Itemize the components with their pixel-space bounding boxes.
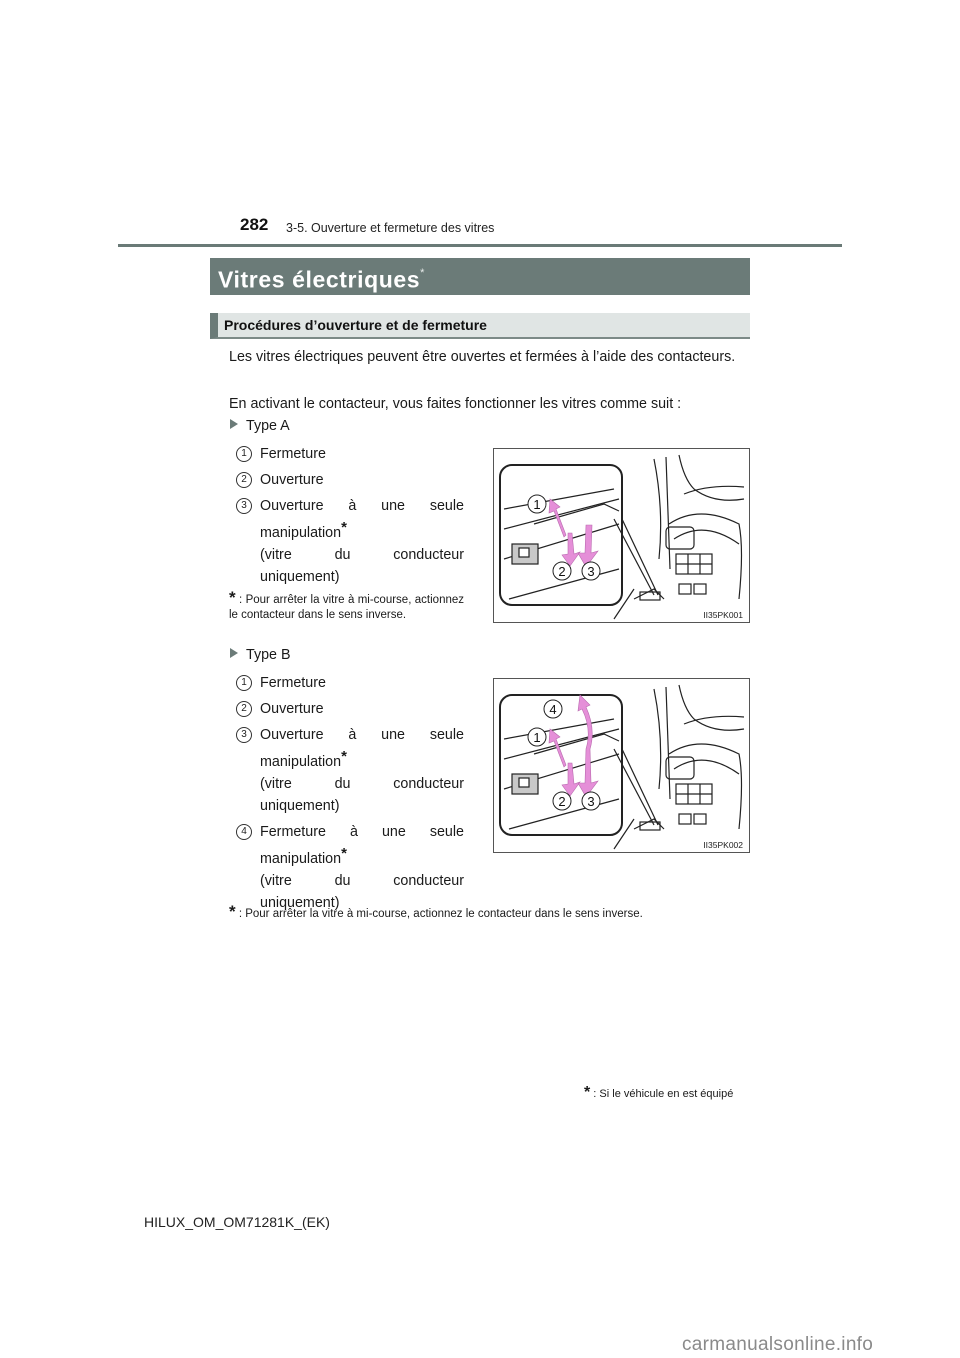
circled-number-icon: 1	[236, 675, 252, 691]
watermark: carmanualsonline.info	[682, 1334, 874, 1355]
type-b-heading	[230, 647, 291, 663]
circled-number-icon: 1	[236, 446, 252, 462]
list-item	[236, 698, 464, 720]
figure-code: II35PK002	[703, 840, 743, 850]
list-item	[236, 469, 464, 491]
type-a-label: Type A	[246, 418, 290, 434]
circled-number-icon: 3	[236, 498, 252, 514]
triangle-bullet-icon	[230, 648, 238, 658]
item-note: (vitre du conducteur uniquement)	[260, 547, 464, 585]
item-text: Fermeture	[260, 446, 326, 462]
item-text: Ouverture	[260, 472, 324, 488]
figure-type-b	[493, 678, 750, 853]
callout-4: 4	[549, 702, 557, 717]
equipped-note-text: : Si le véhicule en est équipé	[593, 1088, 734, 1100]
circled-number-icon: 2	[236, 701, 252, 717]
intro-paragraph-1: Les vitres électriques peuvent être ouvertes et fermées à l’aide des contacteurs.	[229, 349, 736, 365]
item-note: (vitre du conducteur uniquement)	[260, 776, 464, 814]
callout-1: 1	[533, 730, 541, 745]
type-b-list	[236, 672, 464, 918]
intro-paragraph-2: En activant le contacteur, vous faites fonctionner les vitres comme suit :	[229, 396, 682, 412]
circled-number-icon: 4	[236, 824, 252, 840]
page-number: 282	[240, 215, 269, 234]
footnote-type-b	[229, 902, 643, 922]
callout-2: 2	[558, 794, 566, 809]
type-b-label: Type B	[246, 647, 291, 663]
list-item	[236, 672, 464, 694]
footnote-text: : Pour arrêter la vitre à mi-course, actionnez le contacteur dans le sens inverse.	[229, 594, 465, 621]
figure-type-a	[493, 448, 750, 623]
item-text: Ouverture à une seule manipulation	[260, 727, 464, 770]
type-a-list	[236, 443, 464, 592]
header-divider	[118, 244, 842, 247]
asterisk-marker: *	[341, 519, 347, 536]
type-a-heading	[230, 418, 290, 434]
asterisk-marker: *	[341, 845, 347, 862]
callout-1: 1	[533, 497, 541, 512]
item-text: Ouverture	[260, 701, 324, 717]
section-title: 3-5. Ouverture et fermeture des vitres	[286, 221, 495, 235]
window-switch-illustration	[494, 449, 749, 622]
window-switch-illustration	[494, 679, 749, 852]
equipped-note	[584, 1084, 733, 1102]
asterisk-marker: *	[584, 1084, 591, 1101]
circled-number-icon: 2	[236, 472, 252, 488]
page-title	[210, 258, 750, 295]
triangle-bullet-icon	[230, 419, 238, 429]
circled-number-icon: 3	[236, 727, 252, 743]
item-note: (vitre du conducteur uniquement)	[260, 873, 464, 911]
callout-2: 2	[558, 564, 566, 579]
page-title-text: Vitres électriques	[218, 266, 421, 293]
subheading: Procédures d’ouverture et de fermeture	[210, 313, 750, 339]
list-item	[236, 443, 464, 465]
item-text: Fermeture à une seule manipulation	[260, 824, 464, 867]
callout-3: 3	[587, 794, 595, 809]
type-a-footnote	[229, 590, 464, 623]
callout-3: 3	[587, 564, 595, 579]
list-item	[236, 821, 464, 914]
title-asterisk: *	[420, 267, 426, 279]
asterisk-marker: *	[229, 588, 236, 607]
item-text: Ouverture à une seule manipulation	[260, 498, 464, 541]
footnote-text: : Pour arrêter la vitre à mi-course, actionnez le contacteur dans le sens inverse.	[238, 908, 643, 920]
asterisk-marker: *	[341, 748, 347, 765]
figure-code: II35PK001	[703, 610, 743, 620]
document-code: HILUX_OM_OM71281K_(EK)	[144, 1214, 330, 1230]
list-item	[236, 724, 464, 817]
asterisk-marker: *	[229, 902, 236, 921]
list-item	[236, 495, 464, 588]
item-text: Fermeture	[260, 675, 326, 691]
